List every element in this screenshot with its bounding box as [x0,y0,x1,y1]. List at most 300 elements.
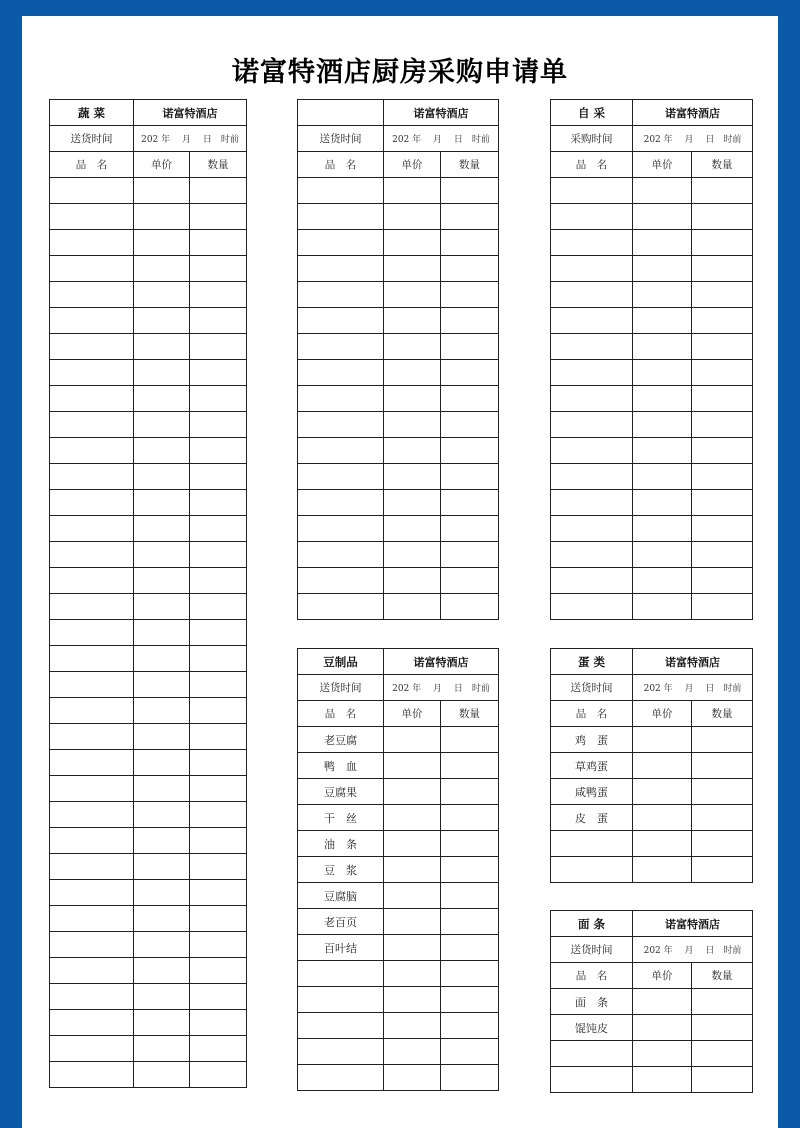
unit-price-cell[interactable] [384,256,441,282]
quantity-cell[interactable] [441,805,499,831]
unit-price-cell[interactable] [384,542,441,568]
time-label: 采购时间 [551,126,633,152]
unit-price-cell[interactable] [384,568,441,594]
item-name-cell[interactable] [298,516,384,542]
table-row [50,880,247,906]
item-name-cell[interactable] [50,1010,134,1036]
table-row [298,386,499,412]
quantity-cell[interactable] [441,516,499,542]
unit-price-cell[interactable] [134,854,190,880]
unit-price-cell[interactable] [134,282,190,308]
unit-price-cell[interactable] [633,568,692,594]
table-row [298,256,499,282]
quantity-cell[interactable] [441,568,499,594]
item-name-cell[interactable] [50,1062,134,1088]
unit-price-cell[interactable] [384,412,441,438]
quantity-cell[interactable] [190,932,247,958]
unit-price-cell[interactable] [384,961,441,987]
item-name-cell[interactable] [298,961,384,987]
item-name-cell[interactable] [50,178,134,204]
quantity-cell[interactable] [441,831,499,857]
table-row [551,594,753,620]
quantity-cell[interactable] [692,308,753,334]
item-name-cell[interactable] [298,334,384,360]
unit-price-cell[interactable] [134,802,190,828]
quantity-cell[interactable] [441,490,499,516]
table-row [298,464,499,490]
time-label: 送货时间 [298,675,384,701]
item-name-cell[interactable] [50,802,134,828]
quantity-cell[interactable] [190,568,247,594]
quantity-cell[interactable] [190,464,247,490]
quantity-cell[interactable] [692,334,753,360]
item-name-cell[interactable] [551,490,633,516]
quantity-cell[interactable] [441,753,499,779]
item-name-cell[interactable] [551,230,633,256]
time-label: 送货时间 [50,126,134,152]
table-row [298,1013,499,1039]
quantity-cell[interactable] [441,727,499,753]
item-name-cell[interactable] [50,828,134,854]
quantity-cell[interactable] [190,984,247,1010]
item-name-cell[interactable] [50,776,134,802]
unit-price-cell[interactable] [134,230,190,256]
item-name-cell[interactable] [551,282,633,308]
item-name-cell[interactable] [50,360,134,386]
item-name-cell[interactable] [50,724,134,750]
quantity-cell[interactable] [190,1062,247,1088]
table-row [551,360,753,386]
item-name-cell[interactable] [551,464,633,490]
quantity-cell[interactable] [190,672,247,698]
quantity-cell[interactable] [190,724,247,750]
quantity-cell[interactable] [692,178,753,204]
unit-price-cell[interactable] [633,779,692,805]
item-name-cell[interactable] [298,542,384,568]
date-field[interactable]: 202 年 月 日 时前 [633,126,753,152]
quantity-cell[interactable] [441,542,499,568]
quantity-cell[interactable] [190,646,247,672]
item-name-cell[interactable] [551,386,633,412]
quantity-cell[interactable] [190,906,247,932]
unit-price-cell[interactable] [134,464,190,490]
item-name-cell[interactable] [551,334,633,360]
item-name-cell[interactable] [50,672,134,698]
item-name-cell[interactable] [298,987,384,1013]
quantity-cell[interactable] [190,334,247,360]
unit-price-cell[interactable] [384,360,441,386]
quantity-cell[interactable] [692,230,753,256]
unit-price-cell[interactable] [633,412,692,438]
unit-price-cell[interactable] [134,1010,190,1036]
table-row [298,753,499,779]
table-row [50,984,247,1010]
quantity-cell[interactable] [441,883,499,909]
unit-price-cell[interactable] [384,178,441,204]
quantity-cell[interactable] [692,412,753,438]
item-name-cell[interactable] [50,464,134,490]
item-name-cell[interactable] [551,204,633,230]
unit-price-cell[interactable] [633,857,692,883]
unit-price-cell[interactable] [384,1039,441,1065]
unit-price-cell[interactable] [633,831,692,857]
date-field[interactable]: 202 年 月 日 时前 [134,126,247,152]
unit-price-cell[interactable] [633,334,692,360]
unit-price-cell[interactable] [134,828,190,854]
quantity-cell[interactable] [441,334,499,360]
item-name-cell: 面 条 [551,989,633,1015]
unit-price-cell[interactable] [384,831,441,857]
unit-price-cell[interactable] [633,594,692,620]
unit-price-cell[interactable] [134,542,190,568]
quantity-cell[interactable] [441,438,499,464]
item-name-cell[interactable] [50,958,134,984]
quantity-cell[interactable] [692,779,753,805]
item-name-cell[interactable] [298,490,384,516]
unit-price-cell[interactable] [134,1036,190,1062]
unit-price-cell[interactable] [384,805,441,831]
quantity-cell[interactable] [190,256,247,282]
unit-price-cell[interactable] [134,750,190,776]
unit-price-cell[interactable] [633,1067,692,1093]
quantity-cell[interactable] [441,386,499,412]
table-row [50,854,247,880]
quantity-cell[interactable] [441,412,499,438]
unit-price-cell[interactable] [633,1041,692,1067]
quantity-cell[interactable] [190,282,247,308]
unit-price-cell[interactable] [633,989,692,1015]
unit-price-cell[interactable] [384,386,441,412]
quantity-cell[interactable] [692,568,753,594]
unit-price-cell[interactable] [384,987,441,1013]
item-name-cell[interactable] [298,308,384,334]
unit-price-cell[interactable] [384,230,441,256]
quantity-cell[interactable] [692,594,753,620]
quantity-cell[interactable] [441,935,499,961]
unit-price-cell[interactable] [134,1062,190,1088]
item-name-cell[interactable] [50,334,134,360]
quantity-cell[interactable] [190,542,247,568]
item-name-cell[interactable] [50,490,134,516]
hotel-name: 诺富特酒店 [134,100,247,126]
quantity-header: 数量 [441,701,499,727]
item-name-cell: 鸡 蛋 [551,727,633,753]
unit-price-cell[interactable] [384,490,441,516]
unit-price-cell[interactable] [134,360,190,386]
item-name-cell[interactable] [298,256,384,282]
unit-price-cell[interactable] [384,464,441,490]
item-name-cell[interactable] [50,308,134,334]
unit-price-cell[interactable] [134,932,190,958]
unit-price-cell[interactable] [633,230,692,256]
item-name-cell[interactable] [298,1065,384,1091]
unit-price-cell[interactable] [633,438,692,464]
item-name-cell[interactable] [298,204,384,230]
item-name-cell[interactable] [298,464,384,490]
unit-price-cell[interactable] [633,178,692,204]
quantity-cell[interactable] [190,698,247,724]
item-name-cell[interactable] [551,542,633,568]
item-name-cell[interactable] [50,854,134,880]
unit-price-cell[interactable] [384,935,441,961]
unit-price-cell[interactable] [134,594,190,620]
unit-price-header: 单价 [384,152,441,178]
unit-price-cell[interactable] [134,906,190,932]
unit-price-cell[interactable] [633,542,692,568]
unit-price-cell[interactable] [633,805,692,831]
item-name-cell[interactable] [50,880,134,906]
item-name-cell[interactable] [50,386,134,412]
quantity-cell[interactable] [692,1015,753,1041]
quantity-cell[interactable] [190,620,247,646]
unit-price-cell[interactable] [384,594,441,620]
quantity-cell[interactable] [190,1010,247,1036]
item-name-cell[interactable] [50,1036,134,1062]
unit-price-cell[interactable] [384,204,441,230]
unit-price-cell[interactable] [633,1015,692,1041]
quantity-cell[interactable] [441,178,499,204]
quantity-cell[interactable] [692,831,753,857]
quantity-cell[interactable] [441,961,499,987]
unit-price-cell[interactable] [384,753,441,779]
quantity-cell[interactable] [190,308,247,334]
unit-price-cell[interactable] [134,620,190,646]
item-name-cell[interactable] [50,568,134,594]
item-name-cell[interactable] [50,412,134,438]
item-name-cell[interactable] [551,178,633,204]
unit-price-cell[interactable] [633,204,692,230]
quantity-cell[interactable] [441,987,499,1013]
quantity-cell[interactable] [441,1013,499,1039]
unit-price-cell[interactable] [384,883,441,909]
quantity-cell[interactable] [190,594,247,620]
unit-price-cell[interactable] [134,386,190,412]
quantity-cell[interactable] [441,308,499,334]
quantity-cell[interactable] [441,779,499,805]
item-name-cell[interactable] [298,594,384,620]
unit-price-cell[interactable] [633,282,692,308]
unit-price-cell[interactable] [633,360,692,386]
unit-price-cell[interactable] [384,308,441,334]
item-name-cell[interactable] [551,831,633,857]
item-name-cell[interactable] [298,386,384,412]
quantity-cell[interactable] [441,282,499,308]
date-field[interactable]: 202 年 月 日 时前 [633,937,753,963]
quantity-cell[interactable] [692,256,753,282]
unit-price-cell[interactable] [384,857,441,883]
quantity-cell[interactable] [190,490,247,516]
unit-price-cell[interactable] [134,568,190,594]
item-name-cell[interactable] [298,230,384,256]
unit-price-cell[interactable] [633,753,692,779]
item-name-cell[interactable] [551,360,633,386]
unit-price-cell[interactable] [134,334,190,360]
date-field[interactable]: 202 年 月 日 时前 [384,675,499,701]
table-row [298,412,499,438]
item-name-cell[interactable] [50,594,134,620]
item-name-cell[interactable] [50,698,134,724]
unit-price-cell[interactable] [134,984,190,1010]
item-name-header: 品 名 [298,152,384,178]
quantity-cell[interactable] [190,204,247,230]
unit-price-cell[interactable] [384,438,441,464]
table-row [551,490,753,516]
unit-price-cell[interactable] [633,727,692,753]
item-name-cell[interactable] [551,516,633,542]
unit-price-cell[interactable] [134,438,190,464]
item-name-cell[interactable] [551,412,633,438]
unit-price-cell[interactable] [134,490,190,516]
category-label [298,100,384,126]
quantity-cell[interactable] [692,282,753,308]
quantity-cell[interactable] [441,204,499,230]
quantity-cell[interactable] [190,386,247,412]
quantity-cell[interactable] [190,750,247,776]
unit-price-cell[interactable] [134,698,190,724]
quantity-cell[interactable] [692,542,753,568]
item-name-cell[interactable] [298,282,384,308]
item-name-cell[interactable] [551,568,633,594]
item-name-cell[interactable] [50,282,134,308]
item-name-cell[interactable] [551,1041,633,1067]
quantity-cell[interactable] [190,958,247,984]
quantity-cell[interactable] [190,802,247,828]
item-name-cell[interactable] [50,750,134,776]
quantity-cell[interactable] [441,1065,499,1091]
table-row [50,542,247,568]
quantity-cell[interactable] [692,438,753,464]
unit-price-cell[interactable] [134,412,190,438]
quantity-cell[interactable] [692,204,753,230]
quantity-cell[interactable] [190,178,247,204]
unit-price-cell[interactable] [633,308,692,334]
unit-price-cell[interactable] [384,1013,441,1039]
unit-price-cell[interactable] [134,308,190,334]
quantity-cell[interactable] [692,1067,753,1093]
table-row [50,1010,247,1036]
quantity-cell[interactable] [692,516,753,542]
unit-price-cell[interactable] [384,516,441,542]
item-name-cell[interactable] [298,568,384,594]
item-name-cell[interactable] [50,932,134,958]
quantity-cell[interactable] [190,438,247,464]
quantity-cell[interactable] [692,989,753,1015]
quantity-cell[interactable] [692,753,753,779]
quantity-cell[interactable] [692,360,753,386]
item-name-cell[interactable] [551,857,633,883]
quantity-cell[interactable] [692,464,753,490]
quantity-cell[interactable] [441,594,499,620]
item-name-cell[interactable] [298,360,384,386]
unit-price-cell[interactable] [134,776,190,802]
item-name-cell[interactable] [50,620,134,646]
unit-price-cell[interactable] [134,958,190,984]
quantity-cell[interactable] [692,727,753,753]
item-name-cell[interactable] [50,230,134,256]
item-name-cell[interactable] [298,1039,384,1065]
date-field[interactable]: 202 年 月 日 时前 [633,675,753,701]
hotel-name: 诺富特酒店 [633,100,753,126]
item-name-cell[interactable] [298,412,384,438]
unit-price-cell[interactable] [384,334,441,360]
unit-price-cell[interactable] [134,646,190,672]
unit-price-cell[interactable] [384,282,441,308]
table-row [50,334,247,360]
unit-price-cell[interactable] [134,204,190,230]
item-name-cell[interactable] [298,1013,384,1039]
unit-price-cell[interactable] [134,672,190,698]
quantity-cell[interactable] [692,857,753,883]
table-row [551,1067,753,1093]
item-name-cell[interactable] [551,308,633,334]
item-name-cell: 草鸡蛋 [551,753,633,779]
quantity-cell[interactable] [190,828,247,854]
unit-price-cell[interactable] [633,490,692,516]
item-name-cell[interactable] [551,438,633,464]
quantity-cell[interactable] [190,360,247,386]
quantity-cell[interactable] [441,256,499,282]
quantity-cell[interactable] [441,1039,499,1065]
unit-price-cell[interactable] [633,256,692,282]
item-name-cell[interactable] [50,906,134,932]
item-name-cell[interactable] [50,438,134,464]
unit-price-cell[interactable] [633,464,692,490]
unit-price-cell[interactable] [134,880,190,906]
quantity-cell[interactable] [190,854,247,880]
quantity-cell[interactable] [190,880,247,906]
item-name-cell[interactable] [298,178,384,204]
item-name-cell[interactable] [50,542,134,568]
date-field[interactable]: 202 年 月 日 时前 [384,126,499,152]
quantity-cell[interactable] [692,386,753,412]
quantity-cell[interactable] [441,230,499,256]
quantity-cell[interactable] [441,360,499,386]
item-name-cell[interactable] [50,204,134,230]
quantity-cell[interactable] [692,1041,753,1067]
unit-price-cell[interactable] [384,909,441,935]
quantity-cell[interactable] [190,776,247,802]
unit-price-cell[interactable] [134,178,190,204]
unit-price-cell[interactable] [134,516,190,542]
item-name-cell[interactable] [50,256,134,282]
item-name-cell[interactable] [551,1067,633,1093]
item-name-cell[interactable] [298,438,384,464]
item-name-cell[interactable] [551,594,633,620]
unit-price-cell[interactable] [384,779,441,805]
quantity-cell[interactable] [692,490,753,516]
item-name-cell[interactable] [50,984,134,1010]
unit-price-cell[interactable] [633,516,692,542]
table-row [50,1036,247,1062]
quantity-cell[interactable] [190,230,247,256]
unit-price-cell[interactable] [134,724,190,750]
quantity-cell[interactable] [441,909,499,935]
item-name-cell[interactable] [551,256,633,282]
unit-price-cell[interactable] [384,1065,441,1091]
quantity-cell[interactable] [190,412,247,438]
item-name-cell[interactable] [50,516,134,542]
unit-price-cell[interactable] [384,727,441,753]
unit-price-cell[interactable] [134,256,190,282]
table-row [551,779,753,805]
quantity-cell[interactable] [692,805,753,831]
quantity-cell[interactable] [441,857,499,883]
quantity-cell[interactable] [190,516,247,542]
item-name-cell[interactable] [50,646,134,672]
quantity-cell[interactable] [441,464,499,490]
quantity-cell[interactable] [190,1036,247,1062]
unit-price-cell[interactable] [633,386,692,412]
